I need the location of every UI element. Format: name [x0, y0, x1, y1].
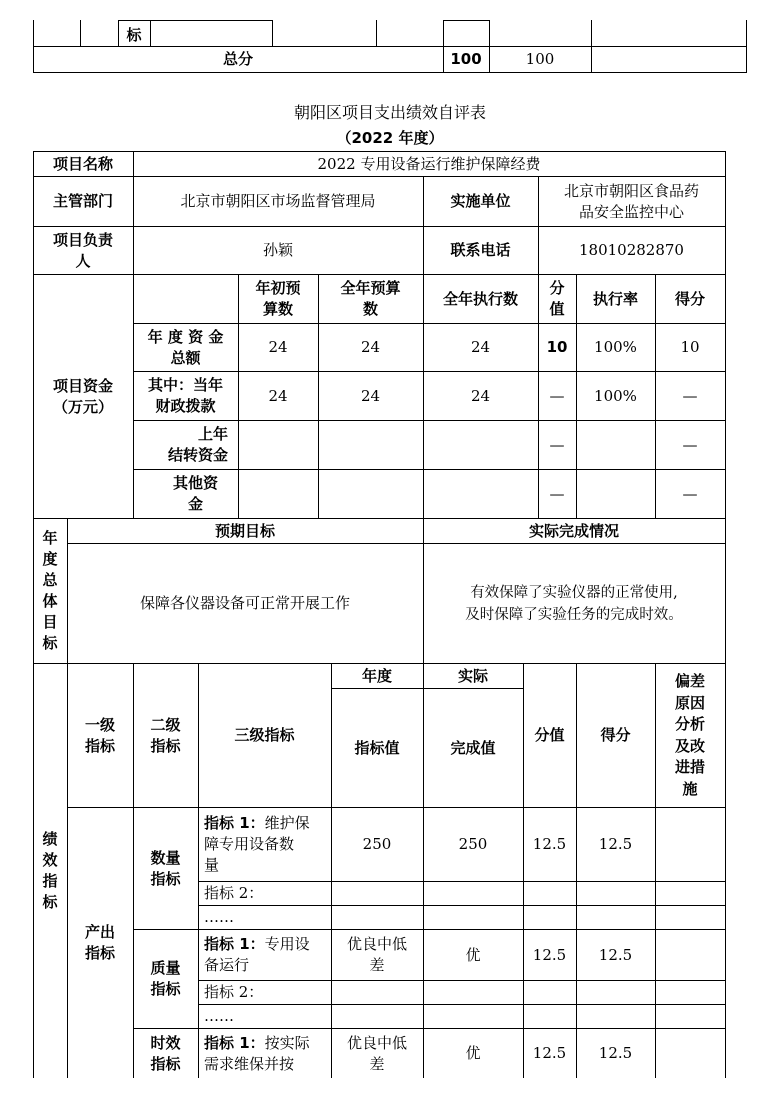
- funds-cell-weight: —: [549, 484, 565, 503]
- top-rule-2: [33, 72, 747, 73]
- indicator-text: 专用设 备运行: [204, 935, 310, 974]
- funds-cell-budget: 24: [360, 338, 381, 356]
- label-fragment: 标: [126, 25, 142, 44]
- timeliness-indicators-label: 时效 指标: [150, 1033, 181, 1073]
- score-value: 12.5: [598, 835, 633, 853]
- funds-row-name: 其他资 金: [172, 474, 218, 513]
- score-header: 得分: [600, 726, 631, 744]
- indicator-cell: [198, 808, 331, 881]
- top-short-rule: [118, 20, 272, 21]
- indicator-number: 指标 1：: [204, 814, 265, 832]
- target-value: 250: [362, 835, 392, 853]
- indicator-text: 按实际 需求维保并按: [204, 1033, 310, 1073]
- funds-cell-executed: 24: [470, 338, 491, 356]
- weight-header: 分值: [534, 726, 565, 744]
- output-indicators-label: 产出 指标: [84, 923, 115, 962]
- unit-value: 北京市朝阳区食品药 品安全监控中心: [563, 181, 699, 221]
- actual-value: 250: [458, 835, 488, 853]
- funds-cell-score: —: [682, 435, 698, 454]
- funds-cell-budget: 24: [360, 386, 381, 405]
- funds-cell-rate: 100%: [594, 338, 637, 356]
- funds-cell-executed: [423, 470, 538, 518]
- total-score-label: 总分: [222, 50, 253, 68]
- actual-header: 实际: [457, 666, 488, 685]
- funds-cell-rate: [576, 421, 655, 469]
- dept-value: 北京市朝阳区市场监督管理局: [180, 192, 376, 210]
- indicator-cell: [198, 1029, 331, 1078]
- funds-row-name: 上年 结转资金: [167, 425, 228, 464]
- funds-cell-rate: [576, 470, 655, 518]
- actual-value: 优: [465, 1044, 481, 1062]
- funds-header-weight: 分 值: [549, 279, 565, 318]
- total-score: 100: [525, 50, 555, 68]
- funds-cell-score: —: [682, 484, 698, 503]
- actual-value: 优: [465, 945, 481, 964]
- funds-header-initial: 年初预 算数: [255, 279, 301, 318]
- score-value: 12.5: [598, 1044, 633, 1062]
- funds-header-score: 得分: [674, 289, 705, 308]
- indicator-cell: ……: [204, 1007, 234, 1025]
- target-value-header: 指标值: [354, 738, 400, 757]
- funds-header-rate: 执行率: [592, 289, 638, 308]
- top-vline: [80, 20, 81, 47]
- project-name-label: 项目名称: [52, 154, 113, 173]
- funds-cell-initial: 24: [268, 338, 288, 356]
- weight-value: 12.5: [532, 835, 567, 853]
- performance-indicators-label: 绩 效 指 标: [42, 830, 58, 911]
- form-year: （2022 年度）: [336, 128, 444, 147]
- funds-cell-weight: 10: [546, 338, 568, 356]
- funds-label: 项目资金 （万元）: [52, 376, 113, 416]
- funds-cell-rate: 100%: [594, 386, 637, 405]
- target-value: 优良中低 差: [346, 935, 407, 974]
- funds-cell-score: —: [682, 386, 698, 405]
- top-vline: [746, 20, 747, 73]
- funds-cell-score: 10: [680, 338, 700, 356]
- leader-label: 项目负责 人: [52, 230, 113, 270]
- funds-cell-executed: 24: [470, 386, 491, 405]
- unit-label: 实施单位: [450, 192, 511, 210]
- form-title: 朝阳区项目支出绩效自评表: [293, 102, 486, 122]
- weight-value: 12.5: [532, 945, 567, 964]
- actual-completion-text: 有效保障了实验仪器的正常使用, 及时保障了实验任务的完成时效。: [465, 584, 683, 623]
- indicator-cell: 指标 2：: [204, 983, 264, 1001]
- level3-indicator-header: 三级指标: [234, 726, 295, 744]
- score-value: 12.5: [598, 945, 633, 964]
- top-vline: [272, 20, 273, 47]
- indicator-cell: ……: [204, 908, 234, 926]
- indicator-text: 维护保 障专用设备数 量: [204, 814, 310, 874]
- expected-goals-header: 预期目标: [214, 521, 275, 540]
- funds-cell-initial: 24: [268, 386, 288, 405]
- funds-cell-weight: —: [549, 435, 565, 454]
- top-vline: [376, 20, 377, 47]
- actual-value-header: 完成值: [450, 738, 496, 757]
- project-name-value: 2022 专用设备运行维护保障经费: [317, 154, 541, 173]
- quantity-indicators-label: 数量 指标: [150, 848, 181, 888]
- funds-cell-executed: [423, 421, 538, 469]
- indicator-number: 指标 1：: [204, 1033, 265, 1052]
- quality-indicators-label: 质量 指标: [150, 959, 181, 998]
- weight-value: 12.5: [532, 1044, 567, 1062]
- level1-indicator-header: 一级 指标: [84, 715, 115, 755]
- annual-header: 年度: [361, 666, 392, 685]
- top-vline: [591, 20, 592, 73]
- expected-goals-text: 保障各仪器设备可正常开展工作: [139, 594, 350, 612]
- target-value: 优良中低 差: [346, 1033, 407, 1073]
- indicator-cell: [198, 930, 331, 980]
- funds-row-name: 年 度 资 金 总额: [147, 327, 224, 367]
- actual-completion-header: 实际完成情况: [528, 521, 619, 540]
- level2-indicator-header: 二级 指标: [150, 715, 181, 755]
- phone-label: 联系电话: [450, 241, 511, 259]
- funds-cell-budget: [318, 421, 423, 469]
- top-vline: [150, 20, 151, 47]
- funds-header-budget: 全年预算 数: [340, 279, 401, 318]
- leader-value: 孙颖: [262, 241, 293, 259]
- funds-cell-weight: —: [549, 386, 565, 405]
- dept-label: 主管部门: [52, 192, 113, 210]
- funds-header-executed: 全年执行数: [442, 289, 518, 308]
- annual-goals-label: 年 度 总 体 目 标: [42, 529, 58, 652]
- total-max: 100: [450, 50, 482, 68]
- indicator-number: 指标 1：: [204, 935, 265, 953]
- top-short-rule: [443, 20, 489, 21]
- indicator-cell: 指标 2：: [204, 884, 264, 902]
- funds-cell-budget: [318, 470, 423, 518]
- phone-value: 18010282870: [579, 241, 684, 259]
- table-border-right: [725, 151, 726, 1078]
- deviation-analysis-header: 偏差 原因 分析 及改 进措 施: [674, 672, 705, 798]
- funds-cell-initial: [238, 470, 318, 518]
- funds-row-name: 其中：当年 财政拨款: [147, 376, 223, 415]
- funds-cell-initial: [238, 421, 318, 469]
